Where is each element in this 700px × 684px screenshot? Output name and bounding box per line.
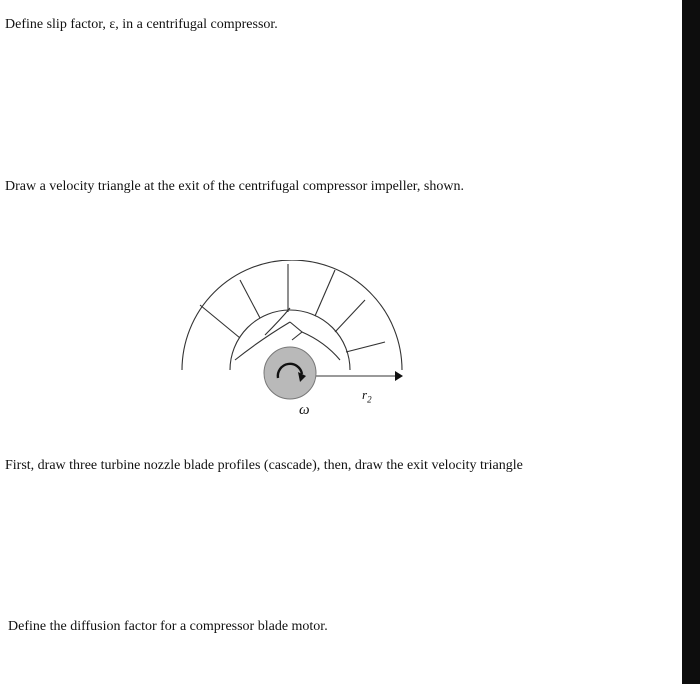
question-velocity-triangle: Draw a velocity triangle at the exit of the centrifugal compressor impeller, shown. [5,179,464,194]
hub [264,347,316,399]
omega-label: ω [299,402,310,418]
impeller-diagram [170,260,410,420]
question-slip-factor: Define slip factor, ε, in a centrifugal compressor. [5,17,278,32]
question-nozzle-cascade: First, draw three turbine nozzle blade profiles (cascade), then, draw the exit velocity triangle [5,458,523,473]
question-diffusion-factor: Define the diffusion factor for a compressor blade motor. [8,619,328,634]
page-edge-shadow [682,0,700,684]
r2-arrowhead [395,371,403,381]
radius-label: $r_2$ [362,387,372,405]
